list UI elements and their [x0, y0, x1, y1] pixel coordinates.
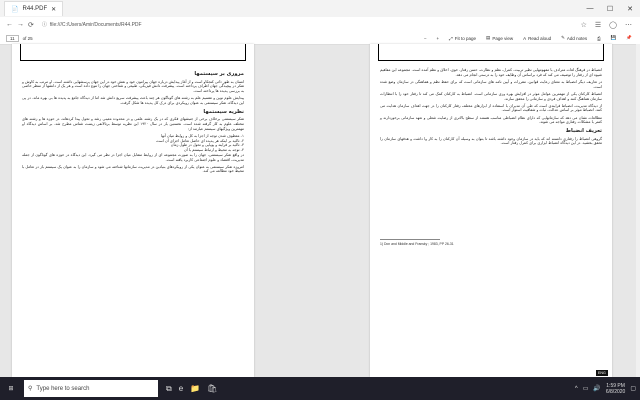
minimize-button[interactable]: —	[586, 4, 594, 12]
pdf-page-right	[370, 44, 612, 377]
paragraph: پیدایش علوم نوین و تقسیم علم به رشته های گوناگون هر چند باعث پیشرفت سریع دانش شد اما از دیدگاه جامع به پدیده ها بی بهره ماند. در پی این دیدگاه، تفکر سیستمی به عنوان رویکردی برای درک کل پدیده ها شکل گرفت.	[22, 96, 244, 106]
pen-icon: ✎	[561, 35, 565, 40]
list-item: ۲- تاکید بر اینکه هر پدیده ای حاصل تعامل اجزای آن است	[156, 138, 244, 143]
read-aloud-icon: A	[523, 35, 527, 41]
language-tooltip: ENG	[598, 371, 606, 375]
fit-icon: ⤢	[449, 35, 453, 41]
pdf-page-left	[12, 44, 254, 377]
url-text[interactable]: file:///C:/Users/Amir/Documents/R44.PDF	[49, 21, 142, 28]
favorite-star-icon[interactable]: ☆	[580, 21, 587, 29]
page-total: of 25	[22, 35, 33, 41]
paragraph: در واقع تفکر سیستمی، جهان را به صورت مجموعه ای از روابط متقابل میان اجزا در نظر می گیرد. این دیدگاه در حوزه های گوناگون از جمله مدیریت، اقتصاد و علوم اجتماعی کاربرد یافته است.	[22, 152, 244, 162]
search-icon: ⚲	[28, 386, 33, 392]
list-item: ۳- تاکید بر فرایند و پویایی و تحول در طول زمان	[170, 143, 244, 148]
section-heading: تعریف انضباط	[565, 128, 602, 135]
paragraph: گروهی انضباط را رفتاری دانسته اند که باید در سازمان وجود داشته باشد تا بتوان به وسیله آن کارکنان را به کار وا داشت و هدفهای سازمان را تحقق بخشید. در این دیدگاه انضباط ابزاری برای کنترل رفتار است.	[380, 136, 602, 146]
page-header-frame	[20, 44, 246, 61]
pdf-icon: 📄	[11, 6, 19, 13]
taskbar-search-input[interactable]	[24, 380, 158, 397]
clock-time: 1:59 PM	[606, 382, 625, 389]
paragraph: انضباط در فرهنگ لغات مترادف با مفهومهایی نظیر تربیت، کنترل، نظم و نظارت، حسن رفتار، خوی، اخلاق و نظم آمده است. مجموعه این مفاهیم شیوه ای از رفتار را توصیف می کند که فرد براساس آن وظایف خود را به درستی انجام می دهد.	[380, 68, 602, 77]
add-notes-button[interactable]	[561, 35, 587, 41]
close-tab-icon[interactable]: ✕	[51, 6, 57, 13]
clock[interactable]	[606, 383, 625, 395]
paragraph: از دیدگاه مدیریت، انضباط فرایندی است که طی آن مدیران با استفاده از ابزارهای مختلف رفتار کارکنان را در جهت اهداف سازمان هدایت می کنند. انضباط موثر بر اساس عدالت، ثبات و شفافیت استوار است.	[380, 103, 602, 113]
task-view-icon[interactable]: ⧉	[166, 383, 172, 393]
network-icon[interactable]: ▭	[582, 386, 589, 392]
fit-to-page-button[interactable]	[449, 36, 476, 41]
page-view-label: Page view	[492, 35, 514, 41]
close-button[interactable]: ✕	[627, 5, 633, 13]
search-placeholder: Type here to search	[36, 385, 90, 392]
read-aloud-button[interactable]	[523, 36, 551, 41]
file-icon: ⓘ	[41, 22, 47, 28]
page-view-icon: ▤	[486, 35, 491, 40]
zoom-in-icon[interactable]: +	[436, 35, 440, 41]
tray-up-icon[interactable]: ^	[574, 385, 578, 392]
volume-icon[interactable]: 🔊	[593, 386, 601, 392]
footnote: 1) Don and Middle and Fransky ; 1983, PP 26-31	[380, 239, 440, 246]
tab-title: R44.PDF	[22, 6, 48, 12]
paragraph: در تعاریف دیگر انضباط به معنای رعایت قوانین، مقررات و آیین نامه های سازمانی است که برای حفظ نظم و هماهنگی در سازمان وضع شده است.	[380, 79, 602, 89]
windows-start-icon[interactable]: ⊞	[8, 386, 14, 392]
page-header-frame	[378, 44, 604, 61]
clock-date: 6/8/2020	[605, 388, 626, 395]
store-icon[interactable]: 🛍	[207, 383, 218, 393]
back-icon[interactable]: ←	[6, 20, 13, 28]
zoom-out-icon[interactable]: −	[423, 35, 427, 41]
file-explorer-icon[interactable]: 📁	[190, 383, 201, 393]
edge-browser-icon[interactable]: e	[178, 383, 184, 393]
page-view-button[interactable]	[486, 35, 513, 41]
pin-icon[interactable]: 📌	[626, 35, 632, 40]
vertical-scrollbar[interactable]	[636, 44, 640, 377]
paragraph: امروزه تفکر سیستمی به عنوان یکی از رویکردهای بنیادین در مدیریت سازمانها شناخته می شود و سازمان را به عنوان یک سیستم باز در تعامل با محیط خود مطالعه می کند.	[22, 164, 244, 174]
more-icon[interactable]: ⋯	[625, 21, 632, 29]
save-icon[interactable]: 💾	[610, 35, 617, 40]
print-icon[interactable]: ⎙	[597, 35, 601, 41]
notification-icon[interactable]: ▢	[630, 386, 636, 392]
add-notes-label: Add notes	[566, 35, 588, 41]
browser-tab[interactable]	[4, 1, 63, 16]
paragraph: انضباط کارکنان یکی از مهمترین عوامل موثر در افزایش بهره وری سازمانی است. انضباط به کارکنان کمک می کند تا رفتار خود را با انتظارات سازمان هماهنگ کنند و اهداف فردی و سازمانی را محقق سازند.	[380, 91, 602, 101]
list-item: ۴- توجه به محیط و ارتباط سیستم با آن	[183, 148, 244, 153]
taskbar	[0, 377, 640, 400]
page-number-input[interactable]: 11	[6, 35, 19, 42]
address-bar	[0, 17, 640, 33]
paragraph: مطالعات نشان می دهد که سازمانهایی که دارای نظام انضباطی مناسب هستند از سطح بالاتری از رضایت شغلی و تعهد سازمانی برخوردارند و کمتر با مشکلات رفتاری مواجه می شوند.	[380, 115, 602, 125]
title-bar	[0, 0, 640, 17]
favorites-icon[interactable]: ☰	[594, 21, 602, 29]
refresh-icon[interactable]: ⟳	[28, 21, 34, 29]
section-heading: مروری بر سیستمها	[194, 71, 244, 77]
right-page-content	[380, 68, 602, 149]
section-heading: نظریه سیستمها	[203, 108, 244, 115]
maximize-button[interactable]: ☐	[606, 5, 614, 13]
left-page-content	[22, 68, 244, 177]
read-aloud-label: Read aloud	[528, 35, 552, 41]
profile-icon[interactable]: ◯	[609, 21, 617, 29]
paragraph: انسان به طور ذاتی کنجکاو است و از آغاز پیدایش درباره جهان پیرامون خود و نقش خود در این جهان پرسشهایی داشته است. او مرتب به کاوش و تفکر در پیچیدگی جهان اطراف پرداخته است. پیشرفت دانش فیزیکی، طبیعی و شناختی جهان را تنوع داده است و هر یک از دانشها از منظر خاصی به بررسی پدیده ها پرداخته است.	[22, 79, 244, 94]
fit-label: Fit to page	[454, 35, 477, 41]
list-item: ۱- معطوف شدن توجه از اجزا به کل و روابط میان آنها	[160, 134, 244, 139]
paragraph: تفکر سیستمی برخلاف برخی از جنبشهای فکری که در یک رشته علمی و در محدوده معینی رشد و تحول پیدا کردهاند، در حوزه ها و رشته های مختلف علوم به کار گرفته شده است. نخستین بار در سال ۱۹۲۰ این نظریه توسط برتالانفی زیست شناس مطرح شد. بر اساس دیدگاه او مهمترین ویژگیهای سیستم عبارتند از:	[22, 117, 244, 131]
forward-icon[interactable]: →	[17, 20, 24, 28]
